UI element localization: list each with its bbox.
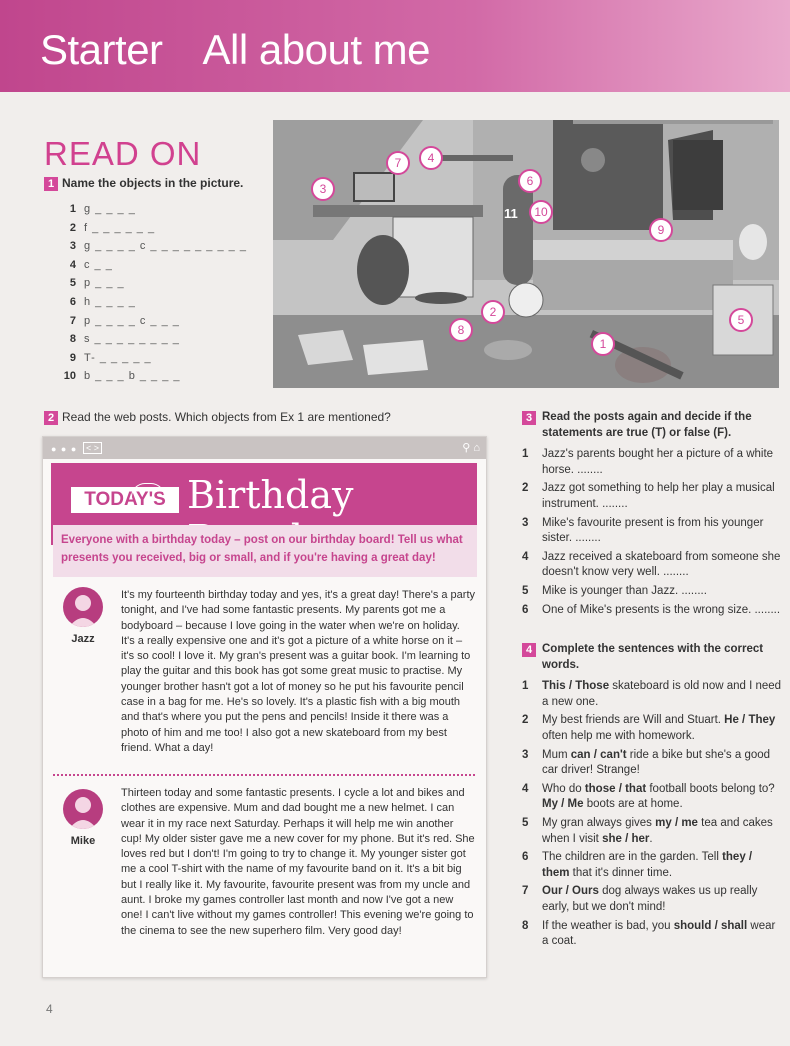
ex3-item-text: Jazz's parents bought her a picture of a white horse. ........ [542, 448, 774, 476]
ex3-list [522, 447, 782, 618]
ex1-instruction: Name the objects in the picture. [62, 176, 244, 190]
picture-label-7: 7 [386, 151, 410, 175]
ex3-item-number: 1 [522, 448, 529, 461]
ex3-item-number: 6 [522, 603, 529, 616]
ex4-block [522, 642, 782, 953]
ex3-item-text: Mike is younger than Jazz. ........ [542, 584, 707, 597]
ex4-text: If the weather is bad, you [542, 919, 674, 932]
ex1-item-number: 9 [69, 351, 76, 364]
ex2-heading [44, 410, 391, 425]
ex3-item-text: Mike's favourite present is from his younger sister. ........ [542, 516, 764, 545]
ex4-item-number: 6 [522, 851, 529, 864]
ex1-answer-list [58, 200, 247, 386]
ex4-choice[interactable]: they / them [542, 851, 753, 879]
ex1-number: 1 [44, 177, 58, 191]
ex1-item-blank[interactable]: b _ _ _ b _ _ _ _ [84, 370, 181, 383]
ex1-item [58, 293, 247, 312]
ex4-item-number: 2 [522, 714, 529, 727]
picture-label-9: 9 [649, 218, 673, 242]
ex1-item [58, 330, 247, 349]
ex4-choice[interactable]: He / They [724, 714, 776, 727]
ex4-item [522, 782, 782, 813]
ex3-item [522, 603, 782, 619]
ex1-item [58, 256, 247, 275]
ex3-item-number: 3 [522, 516, 529, 529]
ex1-item [58, 200, 247, 219]
ex4-item [522, 748, 782, 779]
ex4-text: football boots belong to? [646, 782, 775, 795]
ex4-instruction: Complete the sentences with the correct words. [542, 643, 764, 671]
ex3-heading [522, 410, 782, 441]
ex1-item-blank[interactable]: T- _ _ _ _ _ [84, 351, 152, 364]
ex4-item [522, 919, 782, 950]
picture-label-4: 4 [419, 146, 443, 170]
ex4-text: boots are at home. [583, 798, 683, 811]
ex3-item [522, 550, 782, 581]
ex4-choice[interactable]: she / her [602, 832, 650, 845]
ex4-text: dog always wakes us up really early, but we don't mind! [542, 885, 758, 913]
ex4-text: My best friends are Will and Stuart. [542, 714, 725, 727]
ex1-heading [44, 176, 243, 191]
ex1-item-blank[interactable]: g _ _ _ _ [84, 203, 136, 215]
ex1-item [58, 219, 247, 238]
ex1-item [58, 237, 247, 256]
ex4-text: tea and cakes when I visit [542, 816, 773, 845]
picture-label-1: 1 [591, 332, 615, 356]
ex4-item [522, 850, 782, 881]
search-icon[interactable]: ⚲ [462, 442, 471, 454]
ex4-choice[interactable]: Our / Ours [542, 885, 599, 898]
ex1-item-blank[interactable]: f _ _ _ _ _ _ [84, 221, 156, 234]
avatar-jazz [63, 587, 103, 627]
ex4-item-number: 8 [522, 919, 529, 932]
ex2-number: 2 [44, 411, 58, 425]
browser-bar [43, 437, 486, 459]
avatar-mike [63, 789, 103, 829]
unit-title: All about me [202, 26, 431, 73]
picture-label-8: 8 [449, 318, 473, 342]
post-author-mike: Mike [70, 835, 96, 847]
ex3-item [522, 447, 782, 478]
ex4-choice[interactable]: This / Those [542, 680, 610, 693]
ex3-block [522, 410, 782, 621]
window-dots-icon: ● ● ● [51, 444, 78, 454]
ex4-list [522, 679, 782, 950]
ex1-item-number: 10 [63, 370, 76, 383]
post-divider [53, 774, 475, 776]
ex1-item-blank[interactable]: c _ _ [84, 258, 113, 271]
board-intro [53, 525, 477, 577]
todays-sign [69, 485, 181, 515]
ex1-item-number: 6 [69, 295, 76, 308]
picture-jersey-number: 11 [504, 206, 518, 221]
ex3-item-number: 4 [522, 550, 529, 563]
ex4-text: Mum [542, 748, 571, 761]
ex3-item-text: Jazz received a skateboard from someone she doesn't know very well. ........ [542, 550, 781, 579]
ex1-item-number: 2 [69, 221, 76, 234]
board-intro-text: Everyone with a birthday today – post on our birthday board! Tell us what presents you received, big or small, and if you're having a great day! [61, 534, 463, 564]
ex1-item-blank[interactable]: p _ _ _ _ c _ _ _ [84, 314, 180, 327]
picture-label-2: 2 [481, 300, 505, 324]
ex1-item-blank[interactable]: s _ _ _ _ _ _ _ _ [84, 333, 180, 346]
section-title: READ ON [44, 135, 202, 172]
picture-label-6: 6 [518, 169, 542, 193]
ex1-item-number: 4 [69, 258, 76, 271]
ex4-choice[interactable]: should / shall [673, 919, 748, 932]
bedroom-picture [273, 120, 779, 388]
ex4-text: My gran always gives [542, 816, 656, 829]
ex4-item-number: 1 [522, 680, 529, 693]
page-title [40, 26, 470, 74]
ex3-instruction: Read the posts again and decide if the statements are true (T) or false (F). [542, 411, 752, 439]
ex3-number: 3 [522, 411, 536, 425]
picture-label-3: 3 [311, 177, 335, 201]
ex3-item [522, 516, 782, 547]
board-title: Birthday [187, 473, 354, 517]
ex4-choice[interactable]: My / Me [542, 798, 584, 811]
ex3-item [522, 584, 782, 600]
page-number: 4 [46, 1002, 53, 1016]
ex4-text: ride a bike but she's a good car driver! Strange! [542, 748, 771, 777]
ex4-text: skateboard is old now and I need a new one. [542, 680, 782, 708]
ex3-item [522, 481, 782, 512]
ex3-item-number: 5 [522, 584, 529, 597]
ex1-item [58, 367, 247, 386]
ex4-item-number: 4 [522, 782, 529, 795]
ex4-item [522, 679, 782, 710]
ex1-item [58, 349, 247, 368]
web-page-panel [42, 436, 487, 978]
ex4-text: . [649, 832, 653, 845]
ex4-choice[interactable]: my / me [655, 816, 698, 829]
ex1-item [58, 312, 247, 331]
unit-label: Starter [40, 26, 163, 73]
ex4-number: 4 [522, 643, 536, 657]
ex1-item-number: 5 [69, 277, 76, 290]
ex3-item-text: Jazz got something to help her play a musical instrument. ........ [542, 482, 775, 510]
ex1-item-blank[interactable]: h _ _ _ _ [84, 295, 136, 308]
ex2-instruction: Read the web posts. Which objects from Ex 1 are mentioned? [62, 410, 391, 424]
ex4-text: often help me with homework. [542, 729, 695, 742]
ex1-item-number: 8 [69, 333, 76, 346]
ex4-choice[interactable]: can / can't [570, 748, 627, 761]
ex4-heading [522, 642, 782, 673]
ex3-item-number: 2 [522, 482, 529, 495]
ex4-item [522, 816, 782, 847]
ex4-text: wear a coat. [542, 919, 776, 948]
ex4-text: Who do [542, 782, 585, 795]
post-text-mike: Thirteen today and some fantastic presents. I cycle a lot and bikes and clothes are expensive. Mum and dad bought me a new helmet. I can wear it in my race next Saturday. Perhaps it will help me win another cup! My older sister gave me a new cover for my phone. But it's red. She loves red but I don't! I'm going to try to change it. My younger sister got me a cool T-shirt with the name of my favourite band on it. It's a bit big but I really like it. My favourite, favourite present was from my uncle and aunt. I broke my games controller last month and now I've got a new one! I can't live without my games controller! This evening we're going to the cinema to see the new superhero film. Very good day! [121, 787, 475, 937]
nav-arrows[interactable]: < > [83, 442, 102, 454]
page-header [0, 0, 790, 92]
ex1-item [58, 274, 247, 293]
ex1-item-number: 1 [69, 203, 76, 215]
ex4-item-number: 3 [522, 748, 529, 761]
ex1-item-number: 7 [69, 314, 76, 327]
picture-label-10: 10 [529, 200, 553, 224]
sign-hanger [131, 483, 165, 498]
ex1-item-number: 3 [69, 240, 76, 253]
todays-sign-text: TODAY'S [84, 489, 166, 510]
ex4-item-number: 5 [522, 816, 529, 829]
home-icon[interactable]: ⌂ [473, 442, 480, 454]
ex1-item-blank[interactable]: g _ _ _ _ c _ _ _ _ _ _ _ _ _ [84, 240, 247, 253]
ex1-item-blank[interactable]: p _ _ _ [84, 277, 125, 290]
post-text-jazz: It's my fourteenth birthday today and yes, it's a great day! There's a party tonight, and I've had some fantastic presents. My parents got me a bodyboard – because I love going in the water when we're on holiday. It's a really expensive one and it's got a picture of a white horse on it – it's so cool! I love it. My gran's present was a guitar book. I'm learning to play the guitar and this book has got some great music to practise. My younger brother hasn't got a lot of money so he put his favourite pencil case in a bag for me. He's so lovely. It's a plastic fish with a big mouth and that's where you put the pens and pencils! Inside it there was a photo of him and me too! I also got a new skateboard from my best friend. What a day! [121, 589, 476, 754]
picture-label-5: 5 [729, 308, 753, 332]
ex4-item [522, 713, 782, 744]
ex4-text: that it's dinner time. [569, 866, 673, 879]
ex4-item-number: 7 [522, 885, 529, 898]
post-author-jazz: Jazz [71, 633, 95, 645]
ex3-item-text: One of Mike's presents is the wrong size. ........ [542, 603, 781, 616]
ex4-text: The children are in the garden. Tell [542, 851, 723, 864]
ex4-item [522, 884, 782, 915]
ex4-choice[interactable]: those / that [584, 782, 647, 795]
